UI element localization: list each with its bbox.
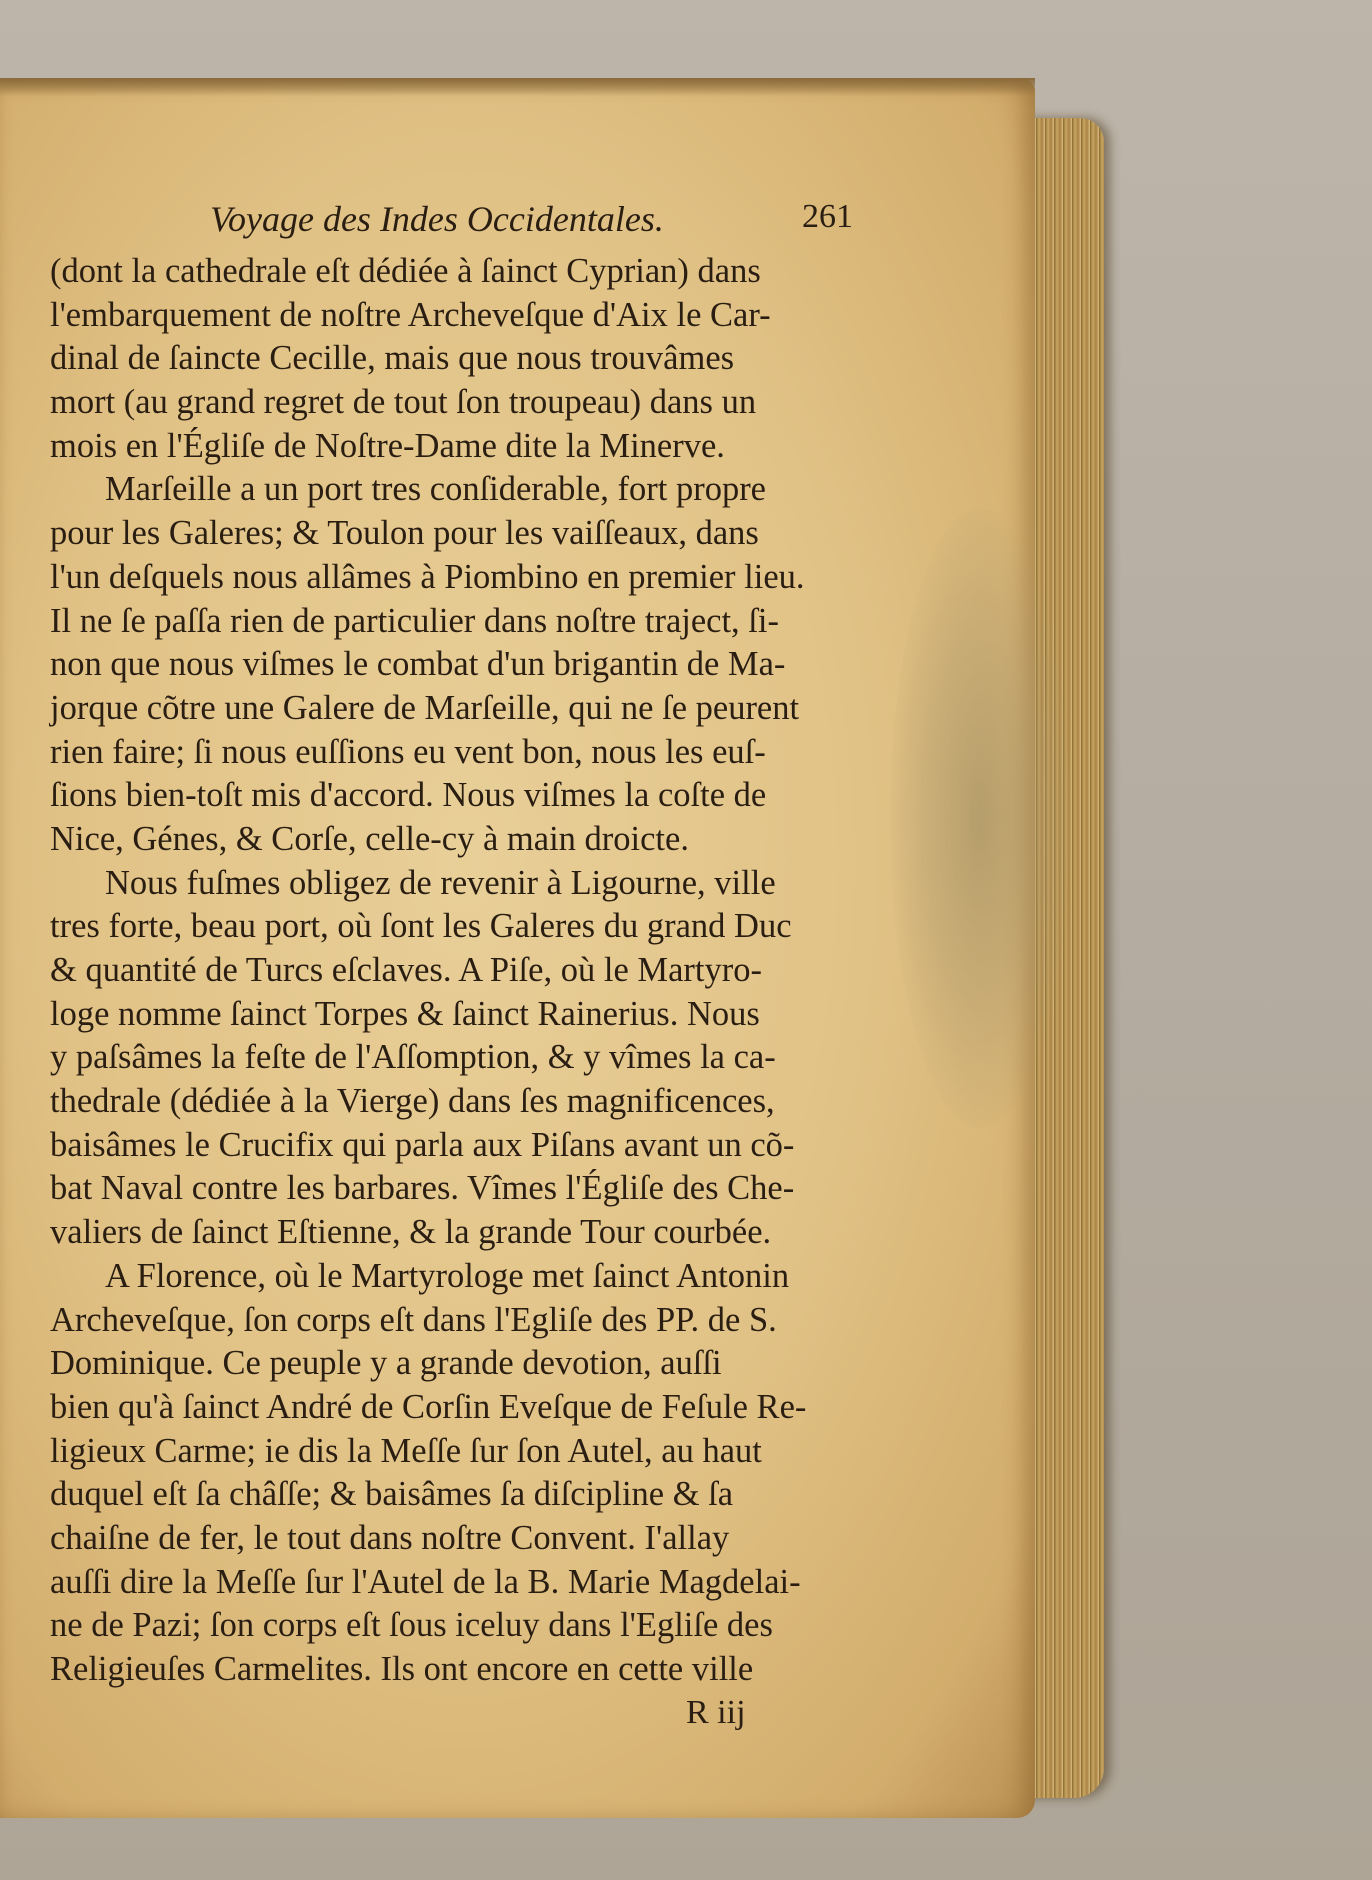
running-title: Voyage des Indes Occidentales. xyxy=(210,199,664,239)
text-line: ne de Pazi; ſon corps eſt ſous iceluy dans l'Egliſe des xyxy=(50,1606,773,1645)
text-line: Archeveſque, ſon corps eſt dans l'Egliſe des PP. de S. xyxy=(50,1300,777,1339)
text-line: & quantité de Turcs eſclaves. A Piſe, où le Martyro- xyxy=(50,951,762,989)
book-page xyxy=(0,78,1035,1818)
text-line: Dominique. Ce peuple y a grande devotion, auſſi xyxy=(50,1344,722,1383)
text-line: ligieux Carme; ie dis la Meſſe ſur ſon Autel, au haut xyxy=(50,1431,762,1470)
text-line: loge nomme ſainct Torpes & ſainct Rainerius. Nous xyxy=(50,994,760,1033)
text-line: non que nous viſmes le combat d'un brigantin de Ma- xyxy=(50,645,786,684)
text-line: l'embarquement de noſtre Archeveſque d'Aix le Car- xyxy=(50,295,771,334)
signature-mark: R iij xyxy=(686,1693,746,1731)
text-line: Marſeille a un port tres conſiderable, fort propre xyxy=(105,470,766,509)
text-line: rien faire; ſi nous euſſions eu vent bon, nous les euſ- xyxy=(50,732,766,771)
text-line: jorque cõtre une Galere de Marſeille, qui ne ſe peurent xyxy=(50,688,800,727)
body-text xyxy=(50,250,910,1692)
text-line: bat Naval contre les barbares. Vîmes l'Égliſe des Che- xyxy=(50,1169,795,1208)
text-line: baisâmes le Crucifix qui parla aux Piſans avant un cõ- xyxy=(50,1125,795,1164)
text-line: (dont la cathedrale eſt dédiée à ſainct Cyprian) dans xyxy=(50,252,761,290)
text-line: thedrale (dédiée à la Vierge) dans ſes magnificences, xyxy=(50,1082,775,1121)
text-line: duquel eſt ſa châſſe; & baisâmes ſa diſcipline & ſa xyxy=(50,1475,734,1514)
text-line: chaiſne de fer, le tout dans noſtre Convent. I'allay xyxy=(50,1518,730,1557)
text-line: valiers de ſainct Eſtienne, & la grande Tour courbée. xyxy=(50,1213,772,1252)
text-line: Nice, Génes, & Corſe, celle-cy à main droicte. xyxy=(50,819,689,858)
text-line: Nous fuſmes obligez de revenir à Ligourne, ville xyxy=(105,863,776,902)
text-line: l'un deſquels nous allâmes à Piombino en premier lieu. xyxy=(50,557,805,596)
text-block xyxy=(50,198,910,1744)
text-line: Il ne ſe paſſa rien de particulier dans noſtre traject, ſi- xyxy=(50,601,779,640)
text-line: pour les Galeres; & Toulon pour les vaiſſeaux, dans xyxy=(50,514,759,553)
text-line: Religieuſes Carmelites. Ils ont encore en cette ville xyxy=(50,1650,754,1688)
book xyxy=(0,78,1100,1818)
text-line: A Florence, où le Martyrologe met ſainct Antonin xyxy=(105,1256,790,1295)
text-line: dinal de ſaincte Cecille, mais que nous trouvâmes xyxy=(50,339,735,378)
text-line: mort (au grand regret de tout ſon troupeau) dans un xyxy=(50,383,757,422)
page-header xyxy=(50,198,910,248)
water-stain xyxy=(890,508,1070,1128)
text-line: tres forte, beau port, où ſont les Galeres du grand Duc xyxy=(50,907,792,946)
text-line: auſſi dire la Meſſe ſur l'Autel de la B. Marie Magdelai- xyxy=(50,1562,801,1601)
text-line: y paſsâmes la feſte de l'Aſſomption, & y vîmes la ca- xyxy=(50,1038,776,1077)
page-footer xyxy=(50,1694,910,1744)
text-line: ſions bien-toſt mis d'accord. Nous viſmes la coſte de xyxy=(50,776,767,815)
text-line: mois en l'Égliſe de Noſtre-Dame dite la Minerve. xyxy=(50,426,725,465)
page-number: 261 xyxy=(802,198,853,235)
text-line: bien qu'à ſainct André de Corſin Eveſque de Feſule Re- xyxy=(50,1387,807,1426)
